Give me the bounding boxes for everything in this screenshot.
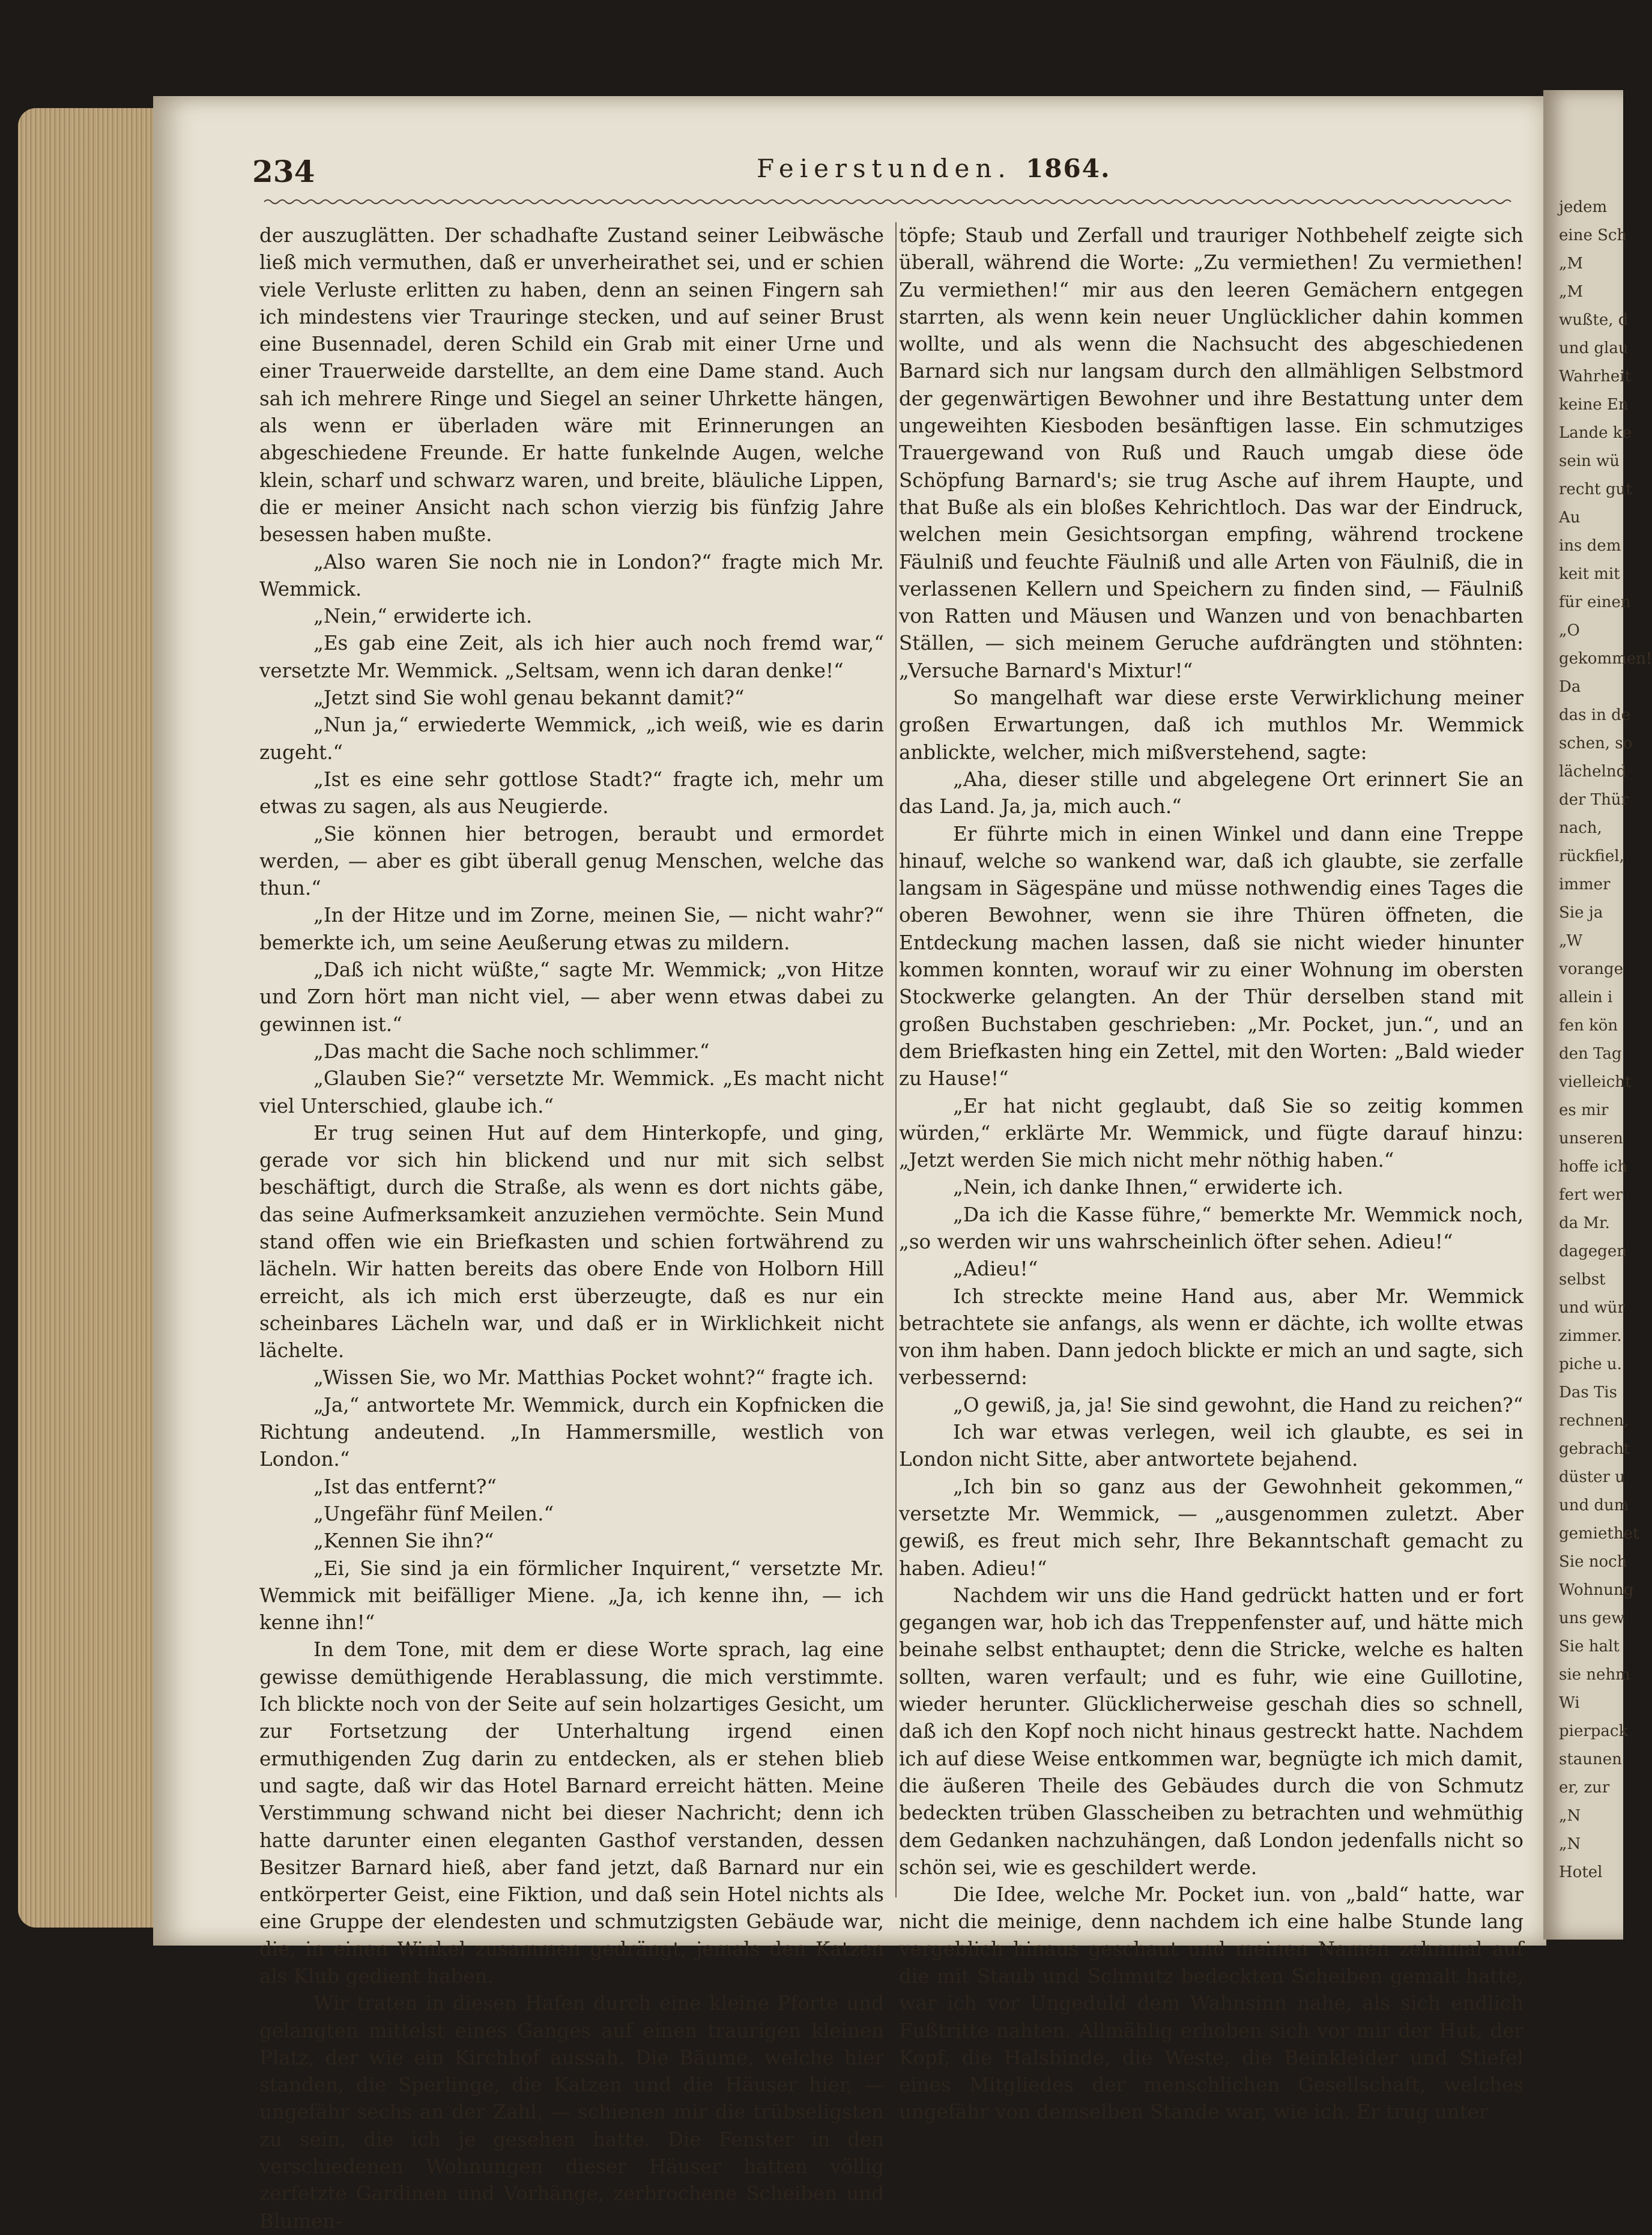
facing-page-fragment: Lande ke: [1559, 424, 1632, 442]
facing-page-fragment: Wohnung: [1559, 1581, 1634, 1599]
facing-page-fragment: den Tag: [1559, 1045, 1622, 1063]
paragraph: der auszuglätten. Der schadhafte Zustand seiner Leibwäsche ließ mich vermuthen, daß er unverheirathet sei, und er schien viele Verluste erlitten zu haben, denn an seinen Fingern sah ich mindestens vier Trauringe stecken, und auf seiner Brust eine Busennadel, deren Schild ein Grab mit einer Urne und einer Trauerweide darstellte, an dem eine Dame stand. Auch sah ich mehrere Ringe und Siegel an seiner Uhrkette hängen, als wenn er überladen wäre mit Erinnerungen an abgeschiedene Freunde. Er hatte funkelnde Augen, welche klein, scharf und schwarz waren, und breite, bläuliche Lippen, die er meiner Ansicht nach schon vierzig bis fünfzig Jahre besessen haben mußte.: [259, 224, 884, 546]
facing-page-fragment: „O: [1559, 622, 1580, 640]
paragraph: Ich streckte meine Hand aus, aber Mr. Wemmick betrachtete sie anfangs, als wenn er dächte, ich wollte etwas von ihm haben. Dann jedoch blickte er mich an und sagte, sich verbessernd:: [899, 1284, 1523, 1390]
paragraph: „Also waren Sie noch nie in London?“ fragte mich Mr. Wemmick.: [259, 550, 884, 600]
facing-page-fragment: und wür: [1559, 1299, 1625, 1317]
running-title-year: 1864.: [1026, 154, 1111, 183]
paragraph: „Ja,“ antwortete Mr. Wemmick, durch ein Kopfnicken die Richtung andeutend. „In Hammersmille, westlich von London.“: [259, 1393, 884, 1471]
facing-page-fragment: vielleicht: [1559, 1073, 1632, 1091]
facing-page-fragment: und dum: [1559, 1496, 1629, 1514]
facing-page-fragment: und glau: [1559, 339, 1629, 357]
facing-page-fragment: Au: [1559, 509, 1581, 527]
facing-page-fragment: gemiethet: [1559, 1525, 1639, 1543]
paragraph: Wir traten in diesen Hafen durch eine kleine Pforte und gelangten mittelst eines Ganges auf einen traurigen kleinen Platz, der wie ein Kirchhof aussah. Die Bäume, welche hier standen, die Sperlinge, die Katzen und die Häuser hier, — ungefähr sechs an der Zahl, — schienen mir die trübseligsten zu sein, die ich je gesehen hatte. Die Fenster in den verschiedenen Wohnungen dieser Häuser hatten völlig zerfetzte Gardinen und Vorhänge, zerbrochene Scheiben und Blumen-: [259, 1992, 884, 2233]
paragraph: „Ist das entfernt?“: [313, 1475, 497, 1498]
paragraph: „Ei, Sie sind ja ein förmlicher Inquirent,“ versetzte Mr. Wemmick mit beifälliger Miene. „Ja, ich kenne ihn, — ich kenne ihn!“: [259, 1556, 884, 1635]
facing-page-fragment: gebracht: [1559, 1440, 1630, 1458]
paragraph: „In der Hitze und im Zorne, meinen Sie, — nicht wahr?“ bemerkte ich, um seine Aeußerung etwas zu mildern.: [259, 904, 884, 954]
paragraph: „Adieu!“: [953, 1257, 1038, 1281]
paragraph: „Ungefähr fünf Meilen.“: [313, 1502, 554, 1525]
facing-page-fragment: dagegen: [1559, 1242, 1627, 1260]
facing-page-fragment: Wahrheit: [1559, 367, 1632, 386]
paragraph: „Ist es eine sehr gottlose Stadt?“ fragte ich, mehr um etwas zu sagen, als aus Neugierde.: [259, 767, 884, 818]
running-head: [252, 154, 1513, 190]
facing-page-fragment: unseren: [1559, 1130, 1623, 1148]
running-title: [757, 154, 1111, 183]
facing-page-fragment: piche u.: [1559, 1355, 1622, 1373]
paragraph: Er führte mich in einen Winkel und dann eine Treppe hinauf, welche so wankend war, daß ich glaubte, sie zerfalle langsam in Sägespäne und müsse nothwendig eines Tages die oberen Bewohner, wenn sie ihre Thüren öffneten, die Entdeckung machen lassen, daß sie nicht wieder hinunter kommen konnten, worauf wir zu einer Wohnung im obersten Stockwerke gelangten. An der Thür derselben stand mit großen Buchstaben geschrieben: „Mr. Pocket, jun.“, und an dem Briefkasten hing ein Zettel, mit den Worten: „Bald wieder zu Hause!“: [899, 822, 1523, 1090]
paragraph: „Daß ich nicht wüßte,“ sagte Mr. Wemmick; „von Hitze und Zorn hört man nicht viel, — aber wenn etwas dabei zu gewinnen ist.“: [259, 958, 884, 1036]
facing-page-fragment: keit mit: [1559, 565, 1620, 583]
paragraph: „Das macht die Sache noch schlimmer.“: [313, 1039, 710, 1063]
facing-page-fragment: das in de: [1559, 706, 1631, 724]
facing-page-fragment: schen, so: [1559, 734, 1633, 752]
page-number: 234: [252, 154, 315, 189]
paragraph: Er trug seinen Hut auf dem Hinterkopfe, und ging, gerade vor sich hin blickend und nur mit sich selbst beschäftigt, durch die Straße, als wenn es dort nichts gäbe, das seine Aufmerksamkeit anzuziehen vermöchte. Sein Mund stand offen wie ein Briefkasten und schien fortwährend zu lächeln. Wir hatten bereits das obere Ende von Holborn Hill erreicht, als ich mich erst überzeugte, daß es nur ein scheinbares Lächeln war, und daß er in Wirklichkeit nicht lächelte.: [259, 1121, 884, 1362]
running-title-text: Feierstunden.: [757, 154, 1012, 183]
facing-page-fragment: „N: [1559, 1835, 1581, 1853]
paragraph: „O gewiß, ja, ja! Sie sind gewohnt, die Hand zu reichen?“: [953, 1393, 1523, 1417]
facing-page-fragment: zimmer.: [1559, 1327, 1622, 1345]
paragraph: „Aha, dieser stille und abgelegene Ort erinnert Sie an das Land. Ja, ja, mich auch.“: [899, 767, 1523, 818]
facing-page-fragment: sie nehm: [1559, 1666, 1630, 1684]
facing-page-fragment: keine En: [1559, 396, 1629, 414]
paragraph: „Kennen Sie ihn?“: [313, 1529, 494, 1553]
text-column-right: [899, 222, 1523, 2124]
facing-page-fragment: „W: [1559, 932, 1583, 950]
paragraph: „Es gab eine Zeit, als ich hier auch noch fremd war,“ versetzte Mr. Wemmick. „Seltsam, wenn ich daran denke!“: [259, 632, 884, 682]
facing-page-fragment: fen kön: [1559, 1017, 1618, 1035]
facing-page-fragment: er, zur: [1559, 1779, 1610, 1797]
paragraph: „Sie können hier betrogen, beraubt und ermordet werden, — aber es gibt überall genug Menschen, welche das thun.“: [259, 822, 884, 900]
paragraph: „Er hat nicht geglaubt, daß Sie so zeitig kommen würden,“ erklärte Mr. Wemmick, und fügte darauf hinzu: „Jetzt werden Sie mich nicht mehr nöthig haben.“: [899, 1094, 1523, 1172]
facing-page-fragment: uns gew: [1559, 1609, 1625, 1627]
paragraph: „Nun ja,“ erwiederte Wemmick, „ich weiß, wie es darin zugeht.“: [259, 713, 884, 764]
paragraph: In dem Tone, mit dem er diese Worte sprach, lag eine gewisse demüthigende Herablassung, die mich verstimmte. Ich blickte noch von der Seite auf sein holzartiges Gesicht, um zur Fortsetzung der Unterhaltung irgend einen ermuthigenden Zug darin zu entdecken, als er stehen blieb und sagte, daß wir das Hotel Barnard erreicht hätten. Meine Verstimmung schwand nicht bei dieser Nachricht; denn ich hatte darunter einen eleganten Gasthof verstanden, dessen Besitzer Barnard hieß, aber fand jetzt, daß Barnard nur ein entkörperter Geist, eine Fiktion, und daß sein Hotel nichts als eine Gruppe der elendesten und schmutzigsten Gebäude war, die, in einen Winkel zusammen gedrängt, jemals den Katzen als Klub gedient haben.: [259, 1638, 884, 1988]
facing-page-fragment: immer: [1559, 876, 1611, 894]
facing-page-fragment: düster u: [1559, 1468, 1626, 1486]
facing-page-fragment: Sie halt: [1559, 1638, 1620, 1656]
facing-page-fragment: Sie noch: [1559, 1553, 1627, 1571]
paragraph: „Glauben Sie?“ versetzte Mr. Wemmick. „Es macht nicht viel Unterschied, glaube ich.“: [259, 1067, 884, 1118]
facing-page-fragment: Das Tis: [1559, 1384, 1617, 1402]
paragraph: töpfe; Staub und Zerfall und trauriger Nothbehelf zeigte sich überall, während die Worte: „Zu vermiethen! Zu vermiethen! Zu vermiethen!“ mir aus den leeren Gemächern entgegen starrten, als wenn kein neuer Unglücklicher dahin kommen wollte, und als wenn die Nachsucht des abgeschiedenen Barnard sich nur langsam durch den allmähligen Selbstmord der gegenwärtigen Bewohner und ihre Bestattung unter dem ungeweihten Kiesboden besänftigen lasse. Ein schmutziges Trauergewand von Ruß und Rauch umgab diese öde Schöpfung Barnard's; sie trug Asche auf ihrem Haupte, und that Buße als ein bloßes Kehrichtloch. Das war der Eindruck, welchen mein Gesichtsorgan empfing, während trockene Fäulniß und feuchte Fäulniß und alle Arten von Fäulniß, die in verlassenen Kellern und Speichern zu finden sind, — Fäulniß von Ratten und Mäusen und Wanzen und von benachbarten Ställen, — sich meinem Geruche aufdrängten und stöhnten: „Versuche Barnard's Mixtur!“: [899, 224, 1523, 682]
paragraph: Ich war etwas verlegen, weil ich glaubte, es sei in London nicht Sitte, aber antwortete bejahend.: [899, 1421, 1523, 1471]
facing-page-fragment: „M: [1559, 283, 1584, 301]
paragraph: „Jetzt sind Sie wohl genau bekannt damit?“: [313, 686, 745, 710]
facing-page-fragment: Hotel: [1559, 1863, 1603, 1881]
facing-page-fragment: rechnen,: [1559, 1412, 1629, 1430]
facing-page-fragment: da Mr.: [1559, 1214, 1610, 1232]
facing-page-fragment: der Thür: [1559, 791, 1629, 809]
facing-page-fragment: vorange: [1559, 960, 1624, 978]
facing-page-fragment: selbst: [1559, 1271, 1606, 1289]
paragraph: „Ich bin so ganz aus der Gewohnheit gekommen,“ versetzte Mr. Wemmick, — „ausgenommen zuletzt. Aber gewiß, es freut mich sehr, Ihre Bekanntschaft gemacht zu haben. Adieu!“: [899, 1475, 1523, 1580]
facing-page-fragment: hoffe ich: [1559, 1158, 1628, 1176]
facing-page-fragment: „M: [1559, 255, 1584, 273]
column-divider: [895, 222, 897, 1898]
facing-page-fragment: Sie ja: [1559, 904, 1603, 922]
facing-page-fragment: jedem: [1559, 198, 1608, 216]
paragraph: „Da ich die Kasse führe,“ bemerkte Mr. Wemmick noch, „so werden wir uns wahrscheinlich öfter sehen. Adieu!“: [899, 1203, 1523, 1253]
facing-page-fragment: staunen: [1559, 1750, 1622, 1768]
facing-page-strip: [1543, 90, 1652, 1940]
facing-page-fragment: nach,: [1559, 819, 1602, 837]
facing-page-fragment: allein i: [1559, 988, 1613, 1006]
facing-page-fragment: sein wü: [1559, 452, 1620, 470]
paragraph: Nachdem wir uns die Hand gedrückt hatten und er fort gegangen war, hob ich das Treppenfenster auf, und hätte mich beinahe selbst enthauptet; denn die Stricke, welche es halten sollten, waren verfault; und es fuhr, wie eine Guillotine, wieder herunter. Glücklicherweise geschah dies so schnell, daß ich den Kopf noch nicht hinaus gestreckt hatte. Nachdem ich auf diese Weise entkommen war, begnügte ich mich damit, die äußeren Theile des Gebäudes durch die von Schmutz bedeckten trüben Glasscheiben zu betrachten und wehmüthig dem Gedanken nachzuhängen, daß London jedenfalls nicht so schön sei, wie es geschildert werde.: [899, 1583, 1523, 1879]
facing-page-fragment: pierpack: [1559, 1722, 1629, 1740]
paragraph: „Nein, ich danke Ihnen,“ erwiderte ich.: [953, 1176, 1343, 1199]
facing-page-fragment: lächelnd: [1559, 763, 1627, 781]
facing-page-fragment: recht gut: [1559, 480, 1632, 498]
paragraph: Die Idee, welche Mr. Pocket iun. von „bald“ hatte, war nicht die meinige, denn nachdem ich eine halbe Stunde lang vergeblich hinaus geschaut und meinen Namen zehnmal auf die mit Staub und Schmutz bedeckten Scheiben gemalt hatte, war ich vor Ungeduld dem Wahnsinn nahe, als sich endlich Fußtritte nahten. Allmählig erhoben sich vor mir der Hut, der Kopf, die Halsbinde, die Weste, die Beinkleider und Stiefel eines Mitgliedes der menschlichen Gesellschaft, welches ungefähr von demselben Stande war, wie ich. Er trug unter: [899, 1883, 1523, 2124]
paragraph: „Wissen Sie, wo Mr. Matthias Pocket wohnt?“ fragte ich.: [313, 1366, 874, 1390]
facing-page-fragment: Wi: [1559, 1694, 1580, 1712]
paragraph: „Nein,“ erwiderte ich.: [313, 605, 533, 628]
facing-page-fragment: „N: [1559, 1807, 1581, 1825]
paragraph: So mangelhaft war diese erste Verwirklichung meiner großen Erwartungen, daß ich muthlos Mr. Wemmick anblickte, welcher, mich mißverstehend, sagte:: [899, 686, 1523, 764]
facing-page-fragment: gekommen!: [1559, 650, 1652, 668]
header-rule: [264, 196, 1507, 208]
facing-page-fragment: rückfiel,: [1559, 847, 1624, 865]
book-page-edges: [18, 108, 156, 1928]
facing-page-fragment: eine Sch: [1559, 226, 1627, 244]
facing-page-fragment: für einen: [1559, 593, 1631, 611]
facing-page-fragment: ins dem: [1559, 537, 1621, 555]
facing-page-fragment: es mir: [1559, 1101, 1609, 1119]
facing-page-fragment: wußte, d: [1559, 311, 1629, 329]
facing-page-fragment: fert wer: [1559, 1186, 1623, 1204]
facing-page-fragment: Da: [1559, 678, 1581, 696]
text-column-left: [259, 222, 884, 2233]
